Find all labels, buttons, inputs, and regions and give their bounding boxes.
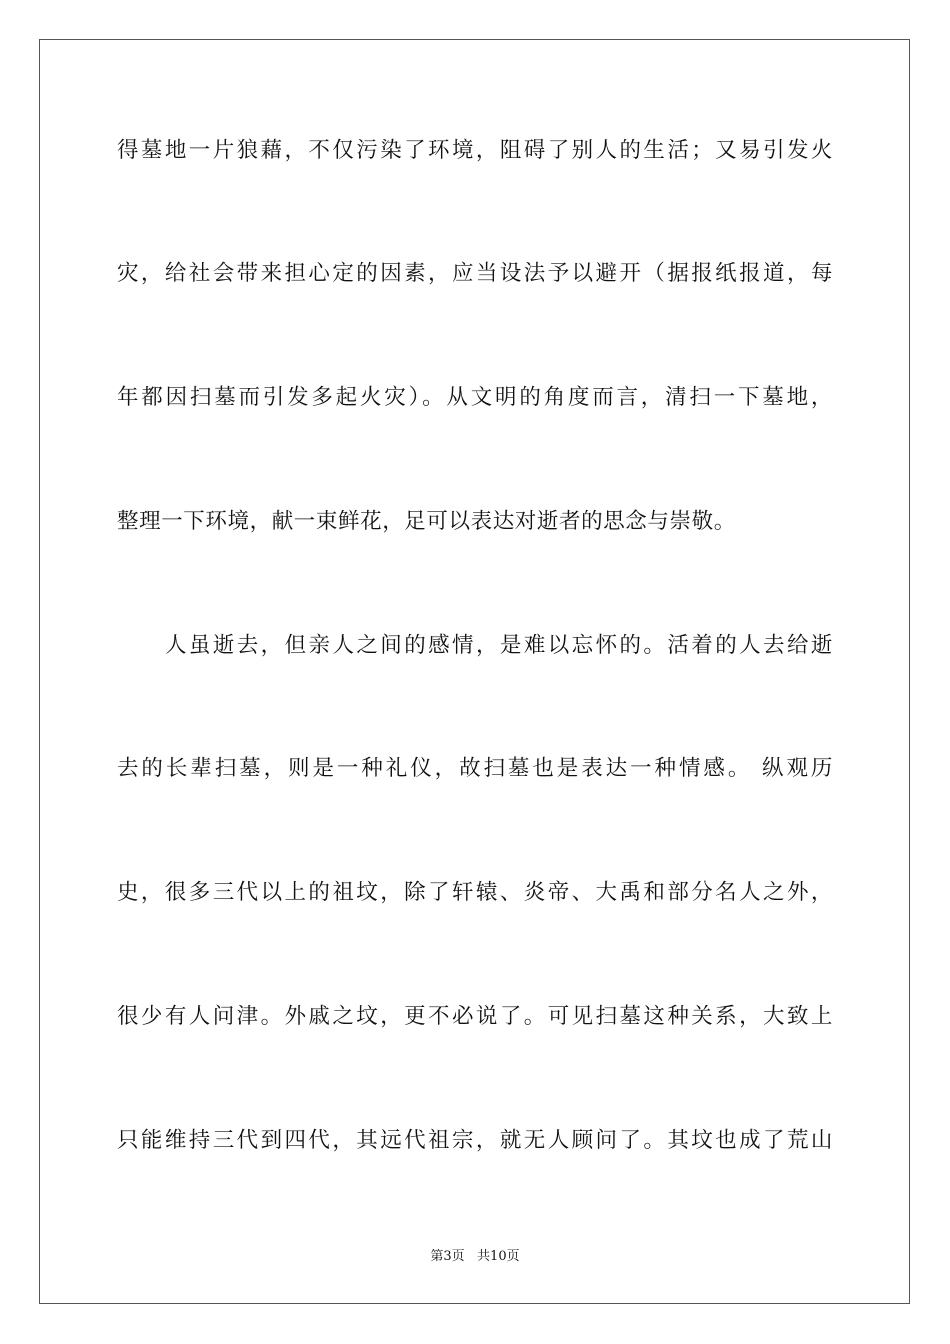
page-border bbox=[39, 39, 910, 1304]
paragraph-line-8: 很少有人问津。外戚之坟，更不必说了。可见扫墓这种关系，大致上 bbox=[117, 1004, 833, 1029]
paragraph-line-5: 人虽逝去，但亲人之间的感情，是难以忘怀的。活着的人去给逝 bbox=[165, 633, 833, 658]
paragraph-line-4: 整理一下环境，献一束鲜花，足可以表达对逝者的思念与崇敬。 bbox=[117, 509, 736, 534]
paragraph-line-2: 灾，给社会带来担心定的因素，应当设法予以避开（据报纸报道，每 bbox=[117, 261, 833, 286]
paragraph-line-9: 只能维持三代到四代，其远代祖宗，就无人顾问了。其坟也成了荒山 bbox=[117, 1128, 833, 1153]
paragraph-line-7: 史，很多三代以上的祖坟，除了轩辕、炎帝、大禹和部分名人之外， bbox=[117, 880, 833, 905]
paragraph-line-1: 得墓地一片狼藉，不仅污染了环境，阻碍了别人的生活；又易引发火 bbox=[117, 138, 833, 163]
page-number-footer: 第3页 共10页 bbox=[430, 1249, 520, 1264]
paragraph-line-3: 年都因扫墓而引发多起火灾）。从文明的角度而言，清扫一下墓地， bbox=[117, 385, 833, 410]
paragraph-line-6: 去的长辈扫墓，则是一种礼仪，故扫墓也是表达一种情感。 纵观历 bbox=[117, 756, 833, 781]
